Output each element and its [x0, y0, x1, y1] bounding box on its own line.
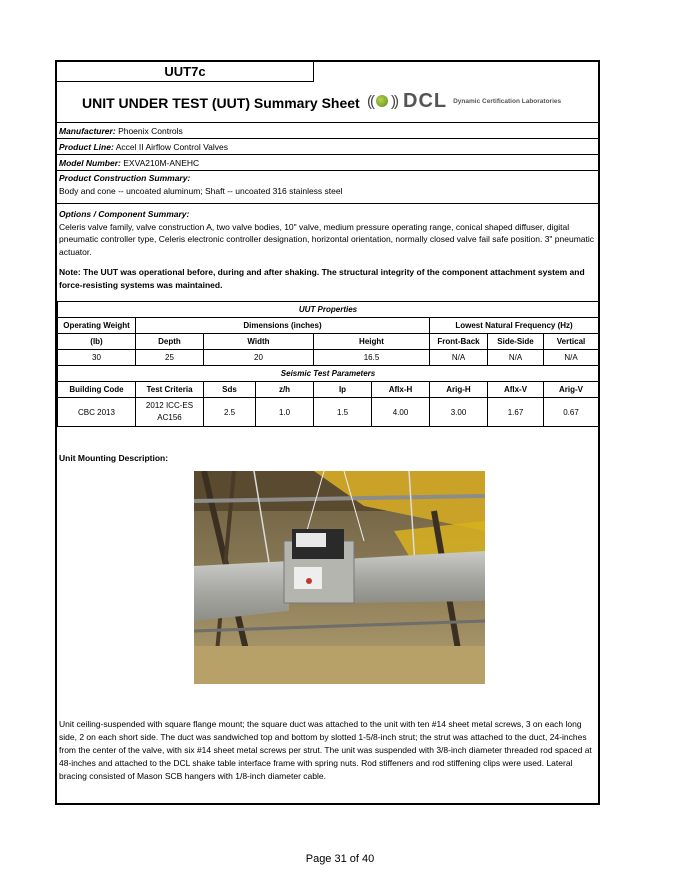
properties-header-row-2	[58, 334, 599, 350]
seismic-value: CBC 2013	[58, 398, 136, 427]
summary-sheet	[55, 60, 600, 805]
title-row	[57, 82, 598, 123]
depth-header: Depth	[136, 334, 204, 350]
model-row	[57, 155, 598, 171]
seismic-header: Arig-H	[430, 382, 488, 398]
properties-header-row-1	[58, 318, 599, 334]
seismic-header: Test Criteria	[136, 382, 204, 398]
front-back-header: Front-Back	[430, 334, 488, 350]
construction-label: Product Construction Summary:	[59, 173, 191, 183]
model-label: Model Number:	[59, 158, 121, 168]
unit-mounting-photo	[194, 471, 485, 684]
signal-right-icon: ))	[391, 92, 397, 110]
options-label: Options / Component Summary:	[59, 209, 190, 219]
mounting-description: Unit ceiling-suspended with square flange mount; the square duct was attached to the unit with ten #14 sheet metal screws, 3 on each long side, 2 on each short side. The duct was sandwiched top and bottom by slotted 1-5/8-inch strut; the strut was attached to the duct, 24-inches from the center of the valve, with six #14 sheet metal screws per strut. The unit was suspended with 3/8-inch diameter threaded rod spaced at 48-inches and attached to the DCL shake table interface frame with spring nuts. Rod stiffeners and rod stiffening clips were used. Lateral bracing consisted of Mason SCB hangers with 1/8-inch diameter cable.	[59, 719, 592, 781]
manufacturer-label: Manufacturer:	[59, 126, 116, 136]
properties-title-row	[58, 302, 599, 318]
seismic-value: 0.67	[544, 398, 599, 427]
signal-left-icon: ((	[367, 92, 373, 110]
depth-value: 25	[136, 350, 204, 366]
seismic-header: Arig-V	[544, 382, 599, 398]
manufacturer-value: Phoenix Controls	[118, 126, 183, 136]
globe-icon	[376, 95, 388, 107]
vertical-value: N/A	[544, 350, 599, 366]
construction-value: Body and cone -- uncoated aluminum; Shaft -- uncoated 316 stainless steel	[59, 186, 343, 196]
seismic-header: Sds	[204, 382, 256, 398]
seismic-header: Aflx-V	[488, 382, 544, 398]
uut-id: UUT7c	[57, 62, 314, 82]
front-back-value: N/A	[430, 350, 488, 366]
frequency-header: Lowest Natural Frequency (Hz)	[430, 318, 599, 334]
uut-properties-title: UUT Properties	[58, 302, 599, 318]
seismic-value: 3.00	[430, 398, 488, 427]
construction-row	[57, 171, 598, 204]
seismic-header: Aflx-H	[372, 382, 430, 398]
weight-header: Operating Weight	[58, 318, 136, 334]
page-number: Page 31 of 40	[305, 853, 375, 865]
height-header: Height	[314, 334, 430, 350]
dimensions-header: Dimensions (inches)	[136, 318, 430, 334]
seismic-parameters-title: Seismic Test Parameters	[58, 366, 599, 382]
side-side-value: N/A	[488, 350, 544, 366]
logo-full-name: Dynamic Certification Laboratories	[453, 97, 562, 105]
weight-unit: (lb)	[58, 334, 136, 350]
seismic-header-row	[58, 382, 599, 398]
product-line-value: Accel II Airflow Control Valves	[115, 142, 228, 152]
page-title: UNIT UNDER TEST (UUT) Summary Sheet	[82, 95, 360, 111]
options-value: Celeris valve family, valve construction A, two valve bodies, 10" valve, medium pressure operating range, conical shaped diffuser, digital pneumatic controller type, Celeris electronic controller designation, horizontal orientation, normally closed valve fail safe position. 3" pneumatic actuator.	[59, 221, 595, 257]
seismic-value: 1.5	[314, 398, 372, 427]
vertical-header: Vertical	[544, 334, 599, 350]
seismic-value: 2.5	[204, 398, 256, 427]
mounting-label: Unit Mounting Description:	[59, 453, 169, 463]
logo-text: DCL	[403, 89, 448, 112]
height-value: 16.5	[314, 350, 430, 366]
model-value: EXVA210M-ANEHC	[123, 158, 200, 168]
weight-value: 30	[58, 350, 136, 366]
seismic-value: 1.0	[256, 398, 314, 427]
options-block	[59, 208, 594, 291]
seismic-values-row	[58, 398, 599, 427]
dcl-logo	[367, 88, 561, 114]
seismic-value: 2012 ICC-ES AC156	[136, 398, 204, 427]
note-text: Note: The UUT was operational before, during and after shaking. The structural integrity of the component attachment system and force-resisting systems was maintained.	[59, 267, 585, 290]
manufacturer-row	[57, 123, 598, 139]
product-line-label: Product Line:	[59, 142, 114, 152]
properties-table	[57, 301, 599, 427]
seismic-header: Building Code	[58, 382, 136, 398]
seismic-value: 4.00	[372, 398, 430, 427]
width-value: 20	[204, 350, 314, 366]
width-header: Width	[204, 334, 314, 350]
seismic-title-row	[58, 366, 599, 382]
seismic-header: z/h	[256, 382, 314, 398]
product-line-row	[57, 139, 598, 155]
side-side-header: Side-Side	[488, 334, 544, 350]
seismic-value: 1.67	[488, 398, 544, 427]
properties-values-row	[58, 350, 599, 366]
seismic-header: Ip	[314, 382, 372, 398]
